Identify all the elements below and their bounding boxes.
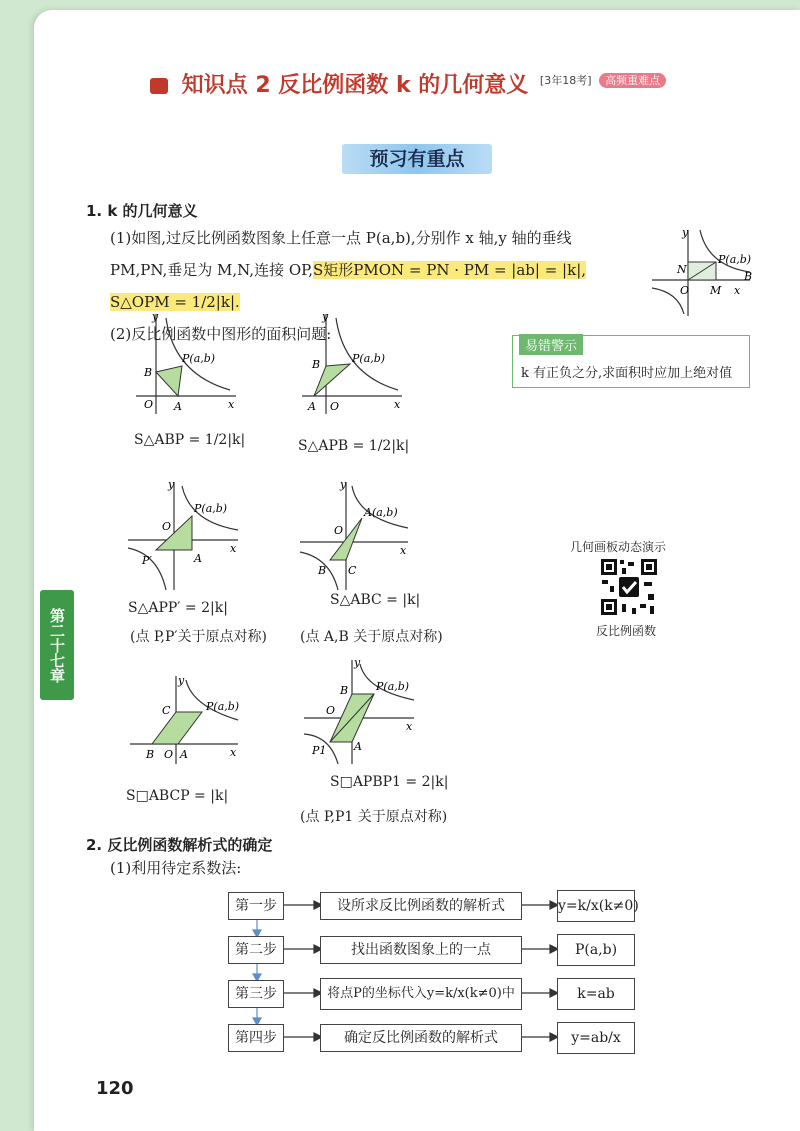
diagram-2 [298, 310, 408, 420]
label: O [334, 524, 344, 537]
label: O [680, 284, 690, 297]
diagram-topright [648, 222, 760, 320]
formula-4: S△ABC = |k| [330, 592, 421, 608]
label: x [228, 398, 235, 411]
formula-6: S□APBP1 = 2|k| [330, 774, 449, 790]
shaded-triangle-abp [156, 366, 182, 396]
label: P(a,b) [182, 352, 216, 365]
section-banner: 预习有重点 [342, 144, 492, 174]
label: C [162, 704, 171, 717]
label: B [146, 748, 155, 761]
p1-line2-plain: PM,PN,垂足为 M,N,连接 OP, [110, 261, 313, 279]
label: P(a,b) [376, 680, 410, 693]
label: A(a,b) [364, 506, 398, 519]
action-1: 设所求反比例函数的解析式 [320, 892, 522, 920]
knowledge-icon [150, 78, 168, 94]
label: P(a,b) [194, 502, 228, 515]
label: x [734, 284, 741, 297]
label: x [230, 746, 237, 759]
label: A [308, 400, 316, 413]
label: P1 [312, 744, 327, 757]
label: O [144, 398, 154, 411]
label: M [710, 284, 722, 297]
label: P′ [142, 554, 152, 567]
label: x [400, 544, 407, 557]
step-3: 第三步 [228, 980, 284, 1008]
label: B [318, 564, 327, 577]
label: B [144, 366, 153, 379]
label: y [322, 310, 329, 323]
label: B [340, 684, 349, 697]
warning-text: k 有正负之分,求面积时应加上绝对值 [521, 366, 733, 381]
symmetry-note-pp: (点 P,P′关于原点对称) [130, 629, 268, 645]
p1-line1: (1)如图,过反比例函数图象上任意一点 P(a,b),分别作 x 轴,y 轴的垂线 [110, 229, 572, 247]
label: x [394, 398, 401, 411]
label: y [152, 310, 159, 323]
difficulty-badge: 高频重难点 [599, 73, 666, 88]
qr-caption-top: 几何画板动态演示 [570, 540, 667, 554]
label: O [330, 400, 340, 413]
qr-code[interactable] [600, 558, 658, 616]
diagram-4 [296, 478, 416, 594]
warning-title: 易错警示 [519, 334, 583, 355]
qr-caption-bottom: 反比例函数 [596, 624, 657, 638]
shaded-parallelogram-abcp [152, 712, 202, 744]
symmetry-note-ab: (点 A,B 关于原点对称) [300, 629, 443, 645]
chapter-tab: 第二十七章 [40, 590, 74, 700]
formula-5: S□ABCP = |k| [126, 788, 229, 804]
diagram-1 [132, 310, 242, 420]
action-3: 将点P的坐标代入y=k/x(k≠0)中 [320, 978, 522, 1010]
step-2: 第二步 [228, 936, 284, 964]
page-title: 知识点 2 反比例函数 k 的几何意义 [181, 73, 529, 98]
formula-3: S△APP′ = 2|k| [128, 600, 228, 616]
label: A [174, 400, 182, 413]
label: A [194, 552, 202, 565]
label: y [340, 478, 347, 491]
p2-line: (2)反比例函数中图形的面积问题: [110, 325, 332, 343]
label: O [164, 748, 174, 761]
label: P(a,b) [718, 253, 752, 266]
result-1: y=k/x(k≠0) [557, 890, 635, 922]
p1-line2 [110, 254, 640, 318]
result-3: k=ab [557, 978, 635, 1010]
symmetry-note-pp1: (点 P,P1 关于原点对称) [300, 809, 448, 825]
formula-2: S△APB = 1/2|k| [298, 438, 410, 454]
label: y [178, 674, 185, 687]
label: y [168, 478, 175, 491]
label: O [162, 520, 172, 533]
section2-heading: 2. 反比例函数解析式的确定 [86, 836, 273, 854]
step-4: 第四步 [228, 1024, 284, 1052]
label: y [354, 656, 361, 669]
section1-heading: 1. k 的几何意义 [86, 202, 198, 220]
section2-sub: (1)利用待定系数法: [110, 859, 242, 877]
frequency-tag: [3年18考] [539, 73, 592, 87]
warning-note [512, 335, 750, 388]
result-2: P(a,b) [557, 934, 635, 966]
label: y [682, 226, 689, 239]
action-4: 确定反比例函数的解析式 [320, 1024, 522, 1052]
label: x [230, 542, 237, 555]
result-4: y=ab/x [557, 1022, 635, 1054]
action-2: 找出函数图象上的一点 [320, 936, 522, 964]
label: C [348, 564, 357, 577]
label: A [180, 748, 188, 761]
page-number: 120 [96, 1078, 134, 1099]
label: B [744, 270, 753, 283]
label: N [677, 263, 687, 276]
label: P(a,b) [352, 352, 386, 365]
diagram-5 [126, 672, 246, 768]
p1-line2-highlight: S矩形PMON = PN · PM = |ab| = |k|, S△OPM = 1/2|k|. [110, 261, 587, 311]
label: x [406, 720, 413, 733]
step-1: 第一步 [228, 892, 284, 920]
label: O [326, 704, 336, 717]
label: A [354, 740, 362, 753]
diagram-3 [124, 478, 244, 594]
formula-1: S△ABP = 1/2|k| [134, 432, 246, 448]
diagram-6 [300, 656, 420, 768]
header-title-block [150, 68, 666, 99]
label: P(a,b) [206, 700, 240, 713]
label: B [312, 358, 321, 371]
